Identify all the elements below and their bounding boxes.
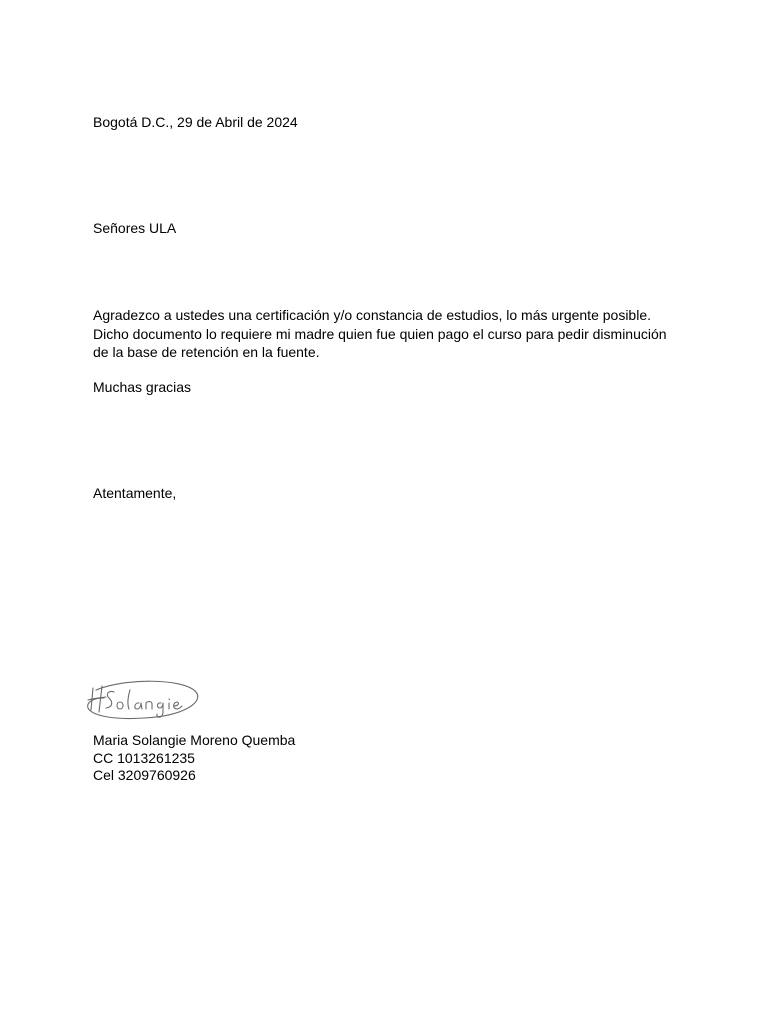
date-line: Bogotá D.C., 29 de Abril de 2024 (93, 114, 298, 130)
recipient-line: Señores ULA (93, 220, 177, 236)
body-line: Agradezco a ustedes una certificación y/o constancia de estudios, lo más urgente posible. (93, 307, 651, 323)
signer-phone: Cel 3209760926 (93, 767, 196, 783)
signer-id: CC 1013261235 (93, 749, 195, 766)
thanks-line: Muchas gracias (93, 379, 192, 395)
body-paragraph (93, 306, 667, 362)
closing-line: Atentamente, (93, 485, 177, 501)
handwritten-signature (84, 676, 202, 724)
body-line: Dicho documento lo requiere mi madre quien fue quien pago el curso para pedir disminución (93, 325, 667, 342)
signer-block (93, 732, 295, 785)
body-line: de la base de retención en la fuente. (93, 344, 320, 360)
signer-name: Maria Solangie Moreno Quemba (93, 732, 296, 748)
